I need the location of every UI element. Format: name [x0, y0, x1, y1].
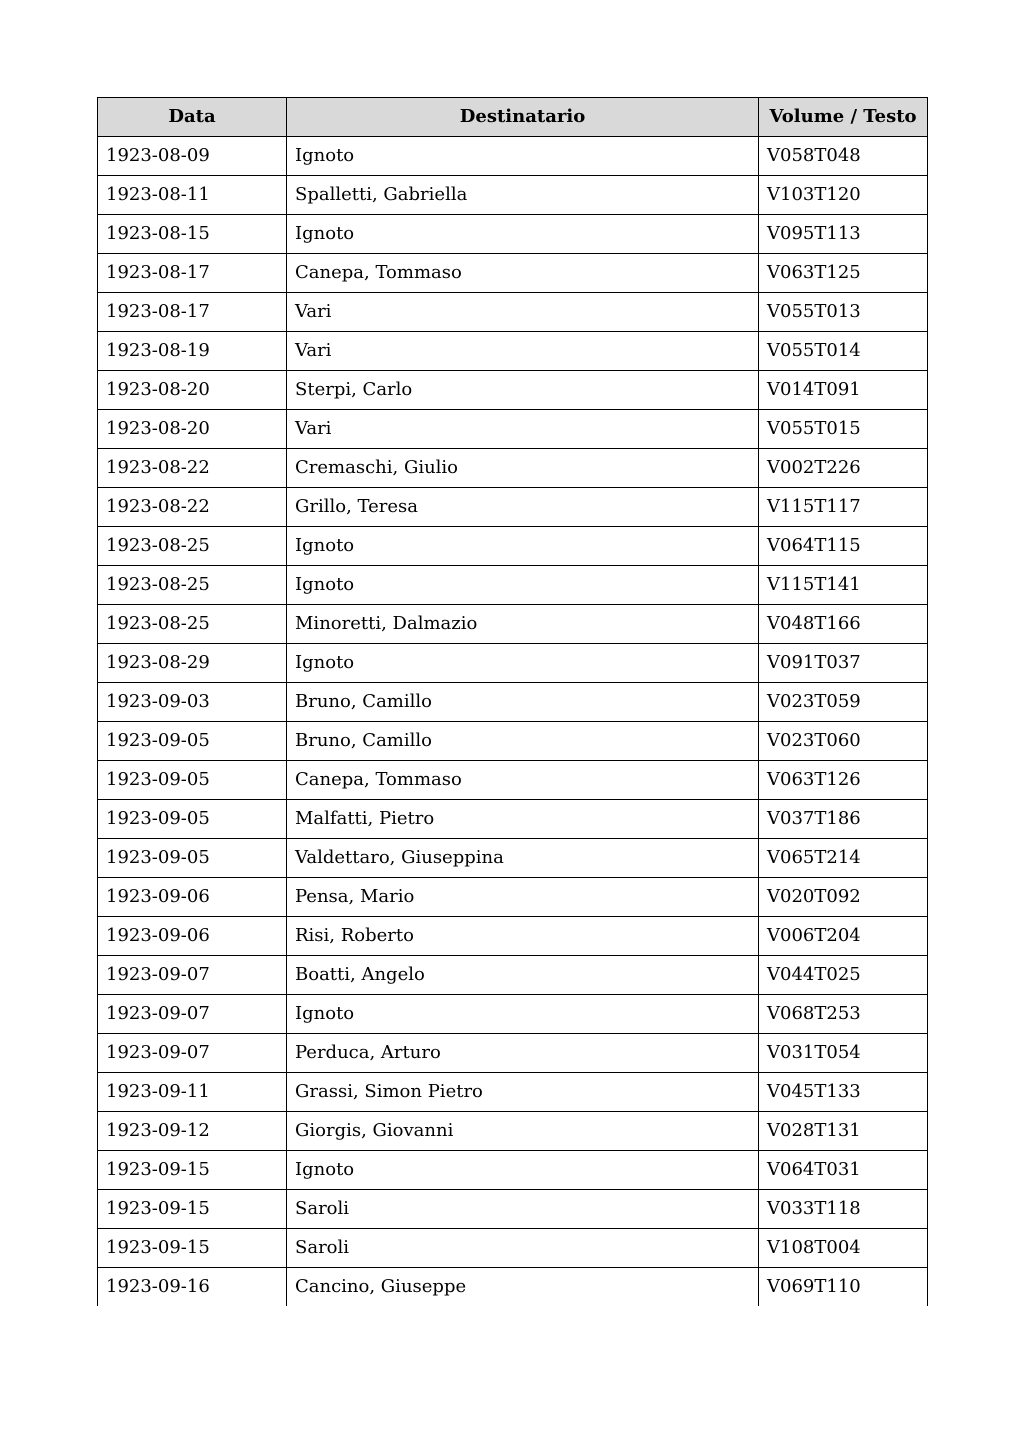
cell-volume-testo: V023T059 — [759, 683, 928, 722]
cell-data: 1923-09-15 — [98, 1151, 287, 1190]
cell-destinatario: Grassi, Simon Pietro — [287, 1073, 759, 1112]
table-row — [98, 1268, 928, 1307]
cell-volume-testo: V108T004 — [759, 1229, 928, 1268]
cell-volume-testo: V063T125 — [759, 254, 928, 293]
cell-volume-testo: V044T025 — [759, 956, 928, 995]
cell-data: 1923-08-22 — [98, 449, 287, 488]
cell-data: 1923-09-05 — [98, 722, 287, 761]
table-row — [98, 800, 928, 839]
table-header — [98, 98, 928, 137]
cell-volume-testo: V115T117 — [759, 488, 928, 527]
cell-destinatario: Ignoto — [287, 995, 759, 1034]
cell-destinatario: Ignoto — [287, 644, 759, 683]
cell-data: 1923-09-16 — [98, 1268, 287, 1307]
table-row — [98, 176, 928, 215]
header-row — [98, 98, 928, 137]
cell-destinatario: Bruno, Camillo — [287, 683, 759, 722]
cell-destinatario: Perduca, Arturo — [287, 1034, 759, 1073]
cell-destinatario: Malfatti, Pietro — [287, 800, 759, 839]
cell-data: 1923-08-29 — [98, 644, 287, 683]
cell-data: 1923-09-07 — [98, 956, 287, 995]
cell-destinatario: Ignoto — [287, 566, 759, 605]
header-data: Data — [98, 98, 287, 137]
cell-volume-testo: V091T037 — [759, 644, 928, 683]
cell-volume-testo: V115T141 — [759, 566, 928, 605]
cell-data: 1923-08-15 — [98, 215, 287, 254]
table-row — [98, 137, 928, 176]
cell-volume-testo: V063T126 — [759, 761, 928, 800]
table-row — [98, 215, 928, 254]
table-row — [98, 1151, 928, 1190]
table-row — [98, 1112, 928, 1151]
table-row — [98, 566, 928, 605]
table-row — [98, 488, 928, 527]
table-row — [98, 293, 928, 332]
cell-data: 1923-09-05 — [98, 761, 287, 800]
cell-data: 1923-09-12 — [98, 1112, 287, 1151]
cell-destinatario: Cancino, Giuseppe — [287, 1268, 759, 1307]
cell-volume-testo: V055T015 — [759, 410, 928, 449]
cell-data: 1923-09-11 — [98, 1073, 287, 1112]
table-row — [98, 995, 928, 1034]
cell-data: 1923-09-07 — [98, 995, 287, 1034]
cell-volume-testo: V006T204 — [759, 917, 928, 956]
cell-volume-testo: V014T091 — [759, 371, 928, 410]
header-volume-testo: Volume / Testo — [759, 98, 928, 137]
cell-data: 1923-08-20 — [98, 410, 287, 449]
cell-destinatario: Giorgis, Giovanni — [287, 1112, 759, 1151]
table-row — [98, 1229, 928, 1268]
cell-data: 1923-09-07 — [98, 1034, 287, 1073]
cell-data: 1923-09-03 — [98, 683, 287, 722]
cell-destinatario: Ignoto — [287, 215, 759, 254]
table-row — [98, 683, 928, 722]
cell-destinatario: Bruno, Camillo — [287, 722, 759, 761]
table-row — [98, 332, 928, 371]
cell-data: 1923-09-05 — [98, 800, 287, 839]
cell-volume-testo: V095T113 — [759, 215, 928, 254]
cell-destinatario: Pensa, Mario — [287, 878, 759, 917]
cell-data: 1923-08-25 — [98, 605, 287, 644]
table-row — [98, 722, 928, 761]
cell-data: 1923-09-15 — [98, 1229, 287, 1268]
cell-volume-testo: V023T060 — [759, 722, 928, 761]
cell-data: 1923-08-19 — [98, 332, 287, 371]
cell-volume-testo: V055T013 — [759, 293, 928, 332]
cell-data: 1923-08-25 — [98, 566, 287, 605]
cell-data: 1923-09-05 — [98, 839, 287, 878]
cell-destinatario: Ignoto — [287, 527, 759, 566]
cell-volume-testo: V064T031 — [759, 1151, 928, 1190]
document-page — [97, 97, 927, 1306]
cell-data: 1923-08-09 — [98, 137, 287, 176]
cell-volume-testo: V020T092 — [759, 878, 928, 917]
cell-destinatario: Boatti, Angelo — [287, 956, 759, 995]
table-row — [98, 761, 928, 800]
cell-destinatario: Sterpi, Carlo — [287, 371, 759, 410]
cell-data: 1923-08-22 — [98, 488, 287, 527]
letters-table — [97, 97, 928, 1306]
cell-destinatario: Minoretti, Dalmazio — [287, 605, 759, 644]
cell-volume-testo: V045T133 — [759, 1073, 928, 1112]
cell-data: 1923-08-20 — [98, 371, 287, 410]
cell-volume-testo: V065T214 — [759, 839, 928, 878]
table-body — [98, 137, 928, 1307]
cell-data: 1923-08-25 — [98, 527, 287, 566]
table-row — [98, 1073, 928, 1112]
cell-destinatario: Risi, Roberto — [287, 917, 759, 956]
table-row — [98, 410, 928, 449]
table-row — [98, 449, 928, 488]
cell-destinatario: Cremaschi, Giulio — [287, 449, 759, 488]
table-row — [98, 644, 928, 683]
table-row — [98, 878, 928, 917]
table-row — [98, 254, 928, 293]
cell-volume-testo: V064T115 — [759, 527, 928, 566]
cell-destinatario: Ignoto — [287, 1151, 759, 1190]
table-row — [98, 1190, 928, 1229]
cell-volume-testo: V048T166 — [759, 605, 928, 644]
cell-volume-testo: V033T118 — [759, 1190, 928, 1229]
cell-volume-testo: V055T014 — [759, 332, 928, 371]
cell-destinatario: Saroli — [287, 1229, 759, 1268]
cell-data: 1923-08-17 — [98, 293, 287, 332]
cell-volume-testo: V069T110 — [759, 1268, 928, 1307]
cell-destinatario: Vari — [287, 410, 759, 449]
table-row — [98, 605, 928, 644]
cell-destinatario: Vari — [287, 293, 759, 332]
cell-volume-testo: V037T186 — [759, 800, 928, 839]
cell-data: 1923-08-17 — [98, 254, 287, 293]
cell-volume-testo: V058T048 — [759, 137, 928, 176]
cell-volume-testo: V103T120 — [759, 176, 928, 215]
table-row — [98, 956, 928, 995]
cell-destinatario: Saroli — [287, 1190, 759, 1229]
cell-volume-testo: V002T226 — [759, 449, 928, 488]
cell-data: 1923-09-06 — [98, 917, 287, 956]
cell-destinatario: Grillo, Teresa — [287, 488, 759, 527]
table-row — [98, 839, 928, 878]
cell-volume-testo: V031T054 — [759, 1034, 928, 1073]
table-row — [98, 527, 928, 566]
cell-destinatario: Spalletti, Gabriella — [287, 176, 759, 215]
cell-destinatario: Canepa, Tommaso — [287, 761, 759, 800]
header-destinatario: Destinatario — [287, 98, 759, 137]
cell-data: 1923-09-06 — [98, 878, 287, 917]
cell-data: 1923-08-11 — [98, 176, 287, 215]
cell-volume-testo: V068T253 — [759, 995, 928, 1034]
cell-destinatario: Vari — [287, 332, 759, 371]
table-row — [98, 371, 928, 410]
cell-destinatario: Canepa, Tommaso — [287, 254, 759, 293]
cell-destinatario: Ignoto — [287, 137, 759, 176]
cell-destinatario: Valdettaro, Giuseppina — [287, 839, 759, 878]
table-row — [98, 1034, 928, 1073]
cell-volume-testo: V028T131 — [759, 1112, 928, 1151]
cell-data: 1923-09-15 — [98, 1190, 287, 1229]
table-row — [98, 917, 928, 956]
